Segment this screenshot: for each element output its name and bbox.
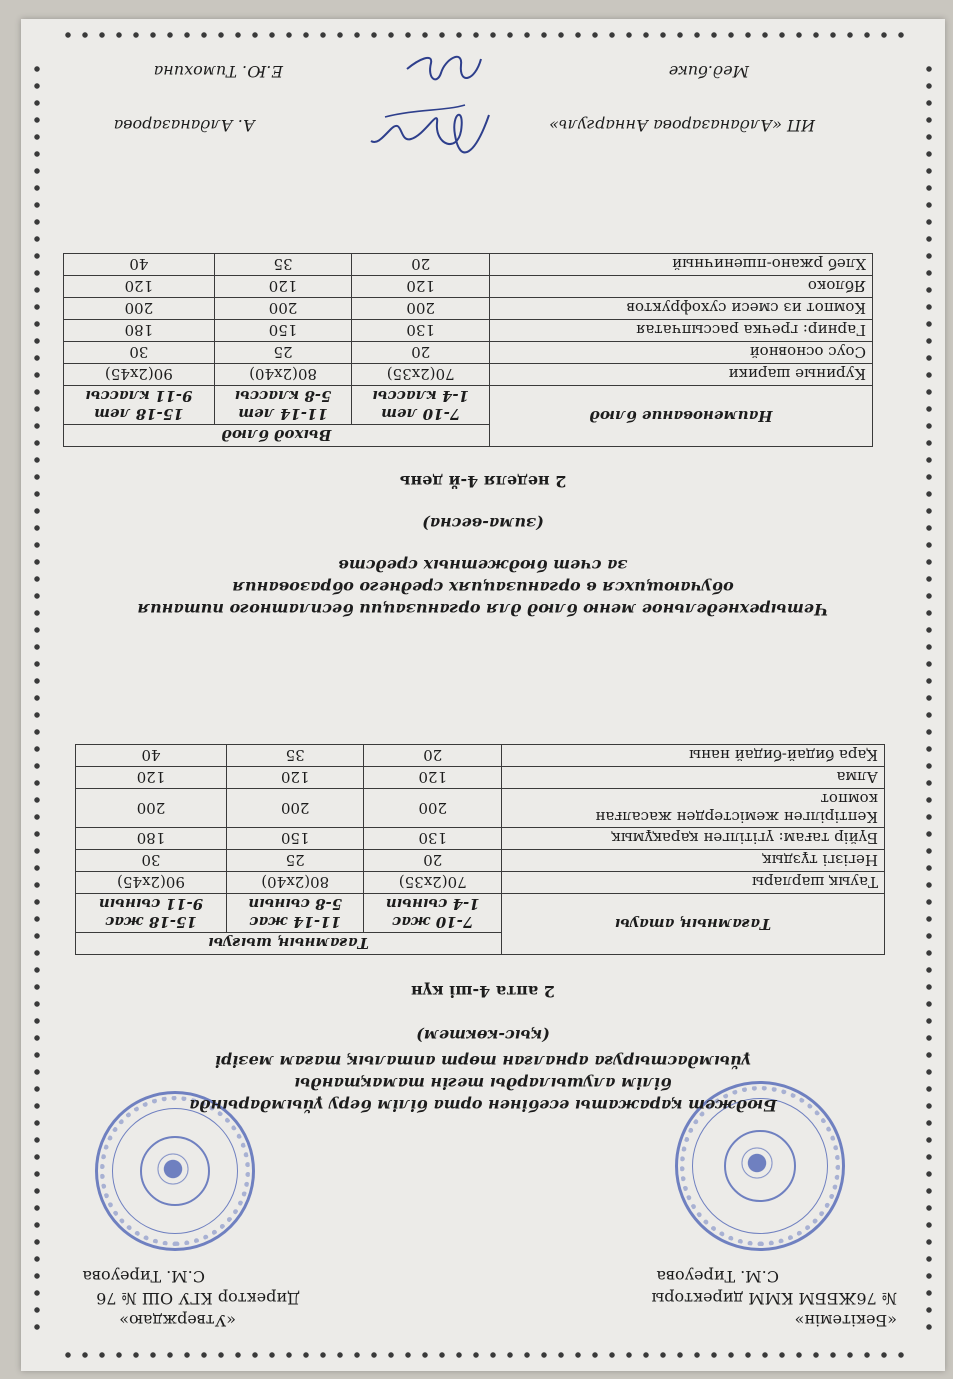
ru-age-group-2: 11-14 лет 5-8 классы xyxy=(214,386,352,425)
ru-col-name-header: Наименование блюд xyxy=(490,386,873,447)
approval-ru-name: С.М. Тиреуова xyxy=(82,1267,205,1286)
kz-menu-table xyxy=(75,744,885,955)
table-row: Тауық шарлары 70(2х35) 80(2х40) 90(2х45) xyxy=(76,872,885,894)
seal-emblem-icon xyxy=(152,1148,194,1190)
ru-menu-title-line3: за счет бюджетных средств xyxy=(338,556,628,575)
kz-menu-title-line2: білім алушыларды тегін тамақтанды xyxy=(294,1074,672,1093)
seal-emblem-icon xyxy=(736,1142,778,1184)
ru-menu-table xyxy=(63,253,873,447)
table-row: Алма 120 120 120 xyxy=(76,767,885,789)
ru-menu-day: 2 неделя 4-й день xyxy=(399,472,567,491)
nurse-signature xyxy=(399,39,489,99)
approval-kz-org: № 76ЖББМ КММ директоры xyxy=(651,1289,897,1308)
kz-col-name-header: Тағамның атауы xyxy=(502,894,885,955)
kz-menu-season: (қыс-көктем) xyxy=(416,1026,550,1045)
supplier-signature xyxy=(365,95,495,175)
kz-menu-title-line1: Бюджет қаражаты есебінен орта білім беру ұйымдарында xyxy=(189,1096,777,1115)
approval-ru-org: Директор КГУ ОШ № 76 xyxy=(96,1289,300,1308)
ru-col-output-header: Выход блюд xyxy=(64,425,490,447)
kz-menu-day: 2 апта 4-ші күн xyxy=(411,982,555,1001)
perforation-left xyxy=(925,59,933,1331)
perforation-top xyxy=(61,1351,905,1359)
table-row: Кептірілген жемістерден жасалған компот 200 200 200 xyxy=(76,789,885,828)
organization-seal-stamp xyxy=(95,1091,255,1251)
kz-col-output-header: Тағамның шығуы xyxy=(76,933,502,955)
nurse-label: Мед.бике xyxy=(668,62,749,81)
table-row: Компот из смеси сухофруктов 200 200 200 xyxy=(64,298,873,320)
ru-menu-title-line2: обучающихся в организациях среднего образования xyxy=(232,578,734,597)
table-row: Соус основной 20 25 30 xyxy=(64,342,873,364)
approval-ru xyxy=(82,1265,300,1331)
table-row: Гарнир: гречка рассыпчатая 130 150 180 xyxy=(64,320,873,342)
kz-age-group-2: 11-14 жас 5-8 сынып xyxy=(226,894,364,933)
table-row: Яблоко 120 120 120 xyxy=(64,276,873,298)
ru-age-group-1: 7-10 лет 1-4 классы xyxy=(352,386,490,425)
ru-age-group-3: 15-18 лет 9-11 классы xyxy=(64,386,215,425)
supplier-name: А. Алданазарова xyxy=(113,116,255,135)
kz-age-group-1: 7-10 жас 1-4 сынып xyxy=(364,894,502,933)
kz-age-group-3: 15-18 жас 9-11 сынып xyxy=(76,894,227,933)
approval-kz xyxy=(652,1265,897,1331)
paper-sheet xyxy=(21,19,945,1371)
kz-menu-title-line3: ұйымдастыруға арналған төрт апталық тағам мәзірі xyxy=(214,1052,752,1071)
table-row: Хлеб ржано-пшеничный 20 35 40 xyxy=(64,254,873,276)
approval-kz-name: С.М. Тиреуова xyxy=(656,1267,779,1286)
table-row: Куриные шарики 70(2х35) 80(2х40) 90(2х45) xyxy=(64,364,873,386)
ru-menu-season: (зима-весна) xyxy=(422,514,544,533)
approval-kz-title: «Бекітемін» xyxy=(794,1311,897,1330)
ru-menu-title-line1: Четырехнедельное меню блюд для организации бесплатного питания xyxy=(137,600,829,619)
table-row: Негізгі тұздық 20 25 30 xyxy=(76,850,885,872)
perforation-bottom xyxy=(61,31,905,39)
table-row: Бүйір тағам: үгітілген қарақұмық 130 150 180 xyxy=(76,828,885,850)
supplier-label: ИП «Алданазарова Аннаргуль» xyxy=(549,116,815,135)
nurse-name: Е.Ю. Тимохина xyxy=(153,62,283,81)
table-row: Қара бидай-бидай наны 20 35 40 xyxy=(76,745,885,767)
approval-ru-title: «Утверждаю» xyxy=(119,1311,236,1330)
perforation-right xyxy=(33,59,41,1331)
